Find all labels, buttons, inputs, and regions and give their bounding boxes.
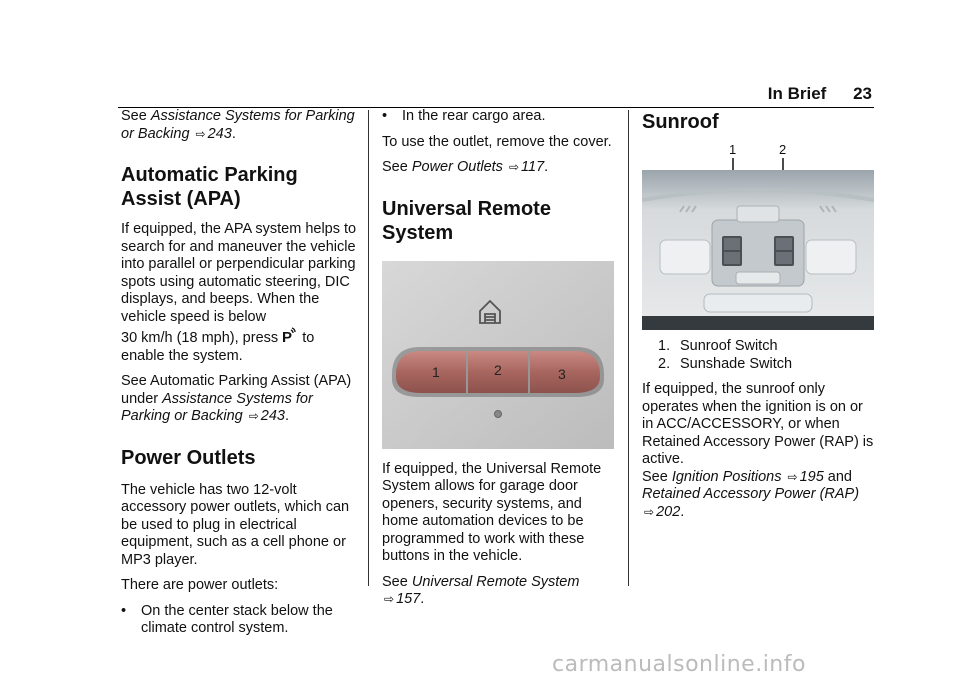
- column-3: [642, 108, 877, 529]
- apa-enable-line: enable the system.: [121, 347, 243, 364]
- power-list-intro: There are power outlets:: [121, 577, 279, 593]
- link-assistance-systems[interactable]: Assistance Systems for Parking or Backing: [121, 108, 355, 142]
- apa-paragraph: If equipped, the APA system helps to search for and maneuver the vehicle into parallel or perpendicular parking spots using automatic steering, DIC displays, and beeps. When the vehicle speed is below: [121, 221, 357, 325]
- column-divider: [368, 110, 369, 586]
- page-ref[interactable]: 117: [521, 159, 545, 175]
- indicator-light: [495, 410, 502, 417]
- page-ref[interactable]: 243: [260, 408, 285, 424]
- sunshade-switch[interactable]: [774, 236, 794, 266]
- link-universal-remote[interactable]: Universal Remote System: [411, 573, 580, 590]
- button-label: 1: [432, 363, 440, 380]
- column-divider: [628, 110, 629, 586]
- link-ignition-positions[interactable]: Ignition Positions: [671, 468, 782, 485]
- button-label: 2: [494, 361, 502, 378]
- power-paragraph: The vehicle has two 12-volt accessory power outlets, which can be used to plug in electrical equipment, such as a cell phone or MP3 player.: [121, 481, 350, 568]
- parking-assist-icon: [282, 326, 298, 344]
- see-reference: See Power Outlets ⇨ 117.: [382, 159, 549, 175]
- sunroof-switch[interactable]: [722, 236, 742, 266]
- link-power-outlets[interactable]: Power Outlets: [411, 159, 503, 175]
- callout-1: 1: [729, 142, 737, 157]
- column-2: [382, 108, 618, 617]
- column-1: [121, 108, 357, 646]
- apa-speed-line: 30 km/h (18 mph), press P to: [121, 326, 357, 348]
- see-reference: See Universal Remote System ⇨ 157.: [382, 573, 580, 607]
- list-item: 2. Sunshade Switch: [658, 355, 793, 372]
- sunroof-heading: Sunroof: [642, 111, 719, 133]
- universal-remote-heading: Universal Remote System: [382, 197, 551, 244]
- button-label: 3: [558, 365, 566, 382]
- page-number: 23: [853, 84, 872, 103]
- list-item: • On the center stack below the climate control system.: [121, 602, 333, 636]
- apa-see-reference: See Automatic Parking Assist (APA) under Assistance Systems for Parking or Backing ⇨ 243.: [121, 373, 352, 424]
- caption-list: [642, 338, 877, 373]
- power-outlets-heading: Power Outlets: [121, 446, 256, 469]
- callout-2: 2: [779, 142, 787, 157]
- page-ref[interactable]: 202: [656, 503, 681, 520]
- page-ref[interactable]: 243: [207, 125, 232, 142]
- sunroof-photo: [642, 140, 874, 330]
- see-reference: See Ignition Positions ⇨ 195 and Retained Accessory Power (RAP) ⇨ 202.: [642, 468, 860, 520]
- sunroof-paragraph: If equipped, the sunroof only operates when the ignition is on or in ACC/ACCESSORY, or when Retained Accessory Power (RAP) is active.: [642, 381, 874, 467]
- see-reference: See Assistance Systems for Parking or Backing ⇨ 243.: [121, 108, 355, 142]
- watermark: carmanualsonline.info: [552, 652, 806, 677]
- link-retained-accessory-power[interactable]: Retained Accessory Power (RAP): [642, 486, 860, 502]
- list-item: 1. Sunroof Switch: [658, 338, 778, 354]
- link-assistance-systems[interactable]: Assistance Systems for Parking or Backing: [121, 390, 313, 424]
- page-ref[interactable]: 157: [396, 591, 421, 607]
- list-item: • In the rear cargo area.: [382, 108, 546, 124]
- remote-button-1[interactable]: [396, 351, 466, 393]
- universal-remote-photo: [382, 261, 614, 449]
- urs-paragraph: If equipped, the Universal Remote System allows for garage door openers, security systems, and home automation devices to be programmed to work with these buttons in the vehicle.: [382, 460, 602, 564]
- apa-heading: Automatic Parking Assist (APA): [121, 164, 298, 210]
- section-title: In Brief: [767, 84, 827, 103]
- svg-text:P: P: [282, 329, 293, 344]
- outlet-instructions: To use the outlet, remove the cover.: [382, 133, 612, 150]
- page-ref[interactable]: 195: [799, 468, 824, 485]
- page-header: [768, 84, 872, 104]
